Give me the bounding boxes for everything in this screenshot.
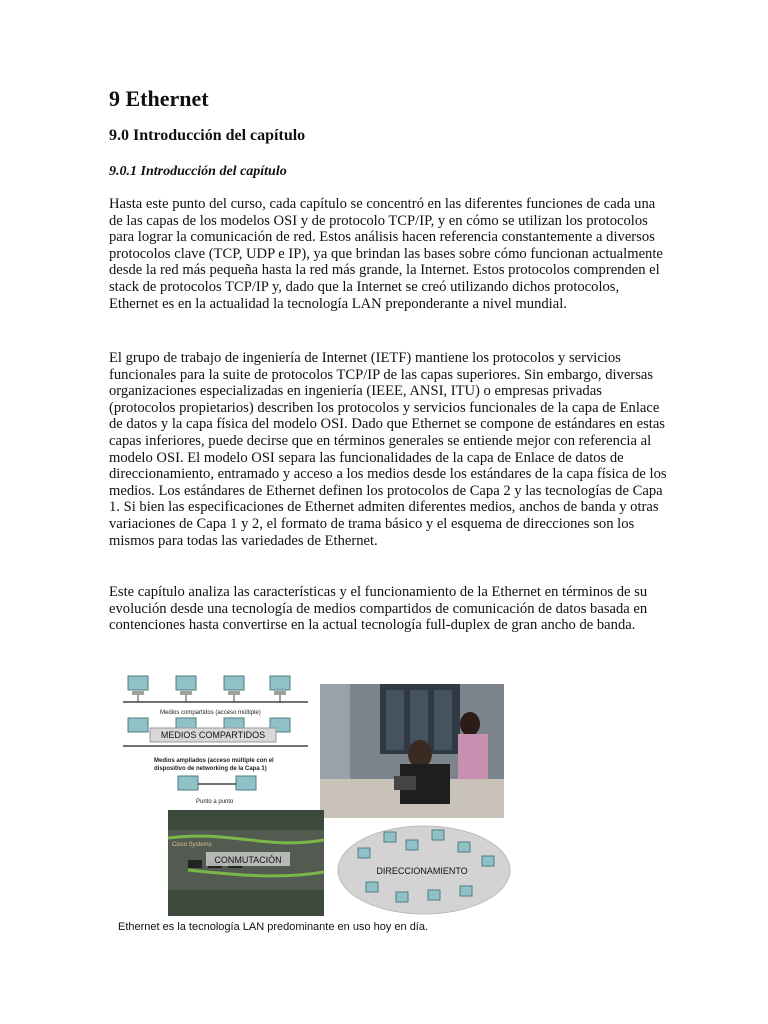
point-to-point-label: Punto a punto [196, 799, 234, 805]
switching-label: CONMUTACIÓN [214, 855, 282, 865]
paragraph-1: Hasta este punto del curso, cada capítulo se concentró en las diferentes funciones de cada una de las capas de los modelos OSI y de protocolo TCP/IP, y en cómo se utilizan los protocolos para lograr la comunicación de red. Estos análisis hacen referencia constantemente a diversos protocolos clave (TCP, UDP e IP), ya que brindan las bases sobre cómo funcionan actualmente desde la red más pequeña hasta la red más grande, la Internet. Estos protocolos comprenden el stack de protocolos TCP/IP y, dado que la Internet se creó utilizando dichos protocolos, Ethernet es en la actualidad la tecnología LAN preponderante a nivel mundial. [109, 196, 663, 312]
pc-icon [460, 886, 472, 896]
pc-icon [224, 676, 244, 695]
pc-icon [384, 832, 396, 842]
pc-icon [176, 676, 196, 695]
subsection-title: 9.0.1 Introducción del capítulo [109, 164, 287, 179]
pc-icon [358, 848, 370, 858]
extended-media-label-1: Medios ampliados (acceso múltiple con el [154, 758, 274, 764]
office-photo [320, 684, 504, 818]
pc-icon [128, 718, 148, 732]
pc-icon [428, 890, 440, 900]
addressing-diagram-svg [336, 818, 512, 918]
pc-icon [458, 842, 470, 852]
addressing-label: DIRECCIONAMIENTO [376, 866, 468, 876]
section-title: 9.0 Introducción del capítulo [109, 127, 306, 144]
pc-icon [236, 776, 256, 790]
figure-caption: Ethernet es la tecnología LAN predominante en uso hoy en día. [118, 921, 429, 933]
topology-diagram [118, 672, 318, 812]
topology-diagram-svg [118, 672, 318, 812]
pc-icon [482, 856, 494, 866]
pc-icon [432, 830, 444, 840]
chapter-title: 9 Ethernet [109, 86, 209, 111]
switch-photo [168, 810, 324, 916]
extended-media-label-2: dispositivo de networking de la Capa 1) [154, 766, 267, 772]
office-photo-svg [320, 684, 504, 818]
shared-media-label: Medios compartidos (acceso múltiple) [160, 710, 261, 716]
pc-icon [406, 840, 418, 850]
switch-photo-svg [168, 810, 324, 916]
pc-icon [366, 882, 378, 892]
person-icon [460, 712, 480, 736]
pc-icon [270, 676, 290, 695]
paragraph-2: El grupo de trabajo de ingeniería de Internet (IETF) mantiene los protocolos y servicios funcionales para la suite de protocolos TCP/IP de las capas superiores. Sin embargo, diversas organizaciones especializadas en ingeniería (IEEE, ANSI, ITU) o empresas privadas (protocolos propietarios) describen los protocolos y servicios funcionales de la capa de Enlace de datos y la capa física del modelo OSI. Dado que Ethernet se compone de estándares en estas capas inferiores, puede decirse que en términos generales se entiende mejor con referencia al modelo OSI. El modelo OSI separa las funcionalidades de la capa de Enlace de datos de direccionamiento, entramado y acceso a los medios desde los estándares de la capa física de los medios. Los estándares de Ethernet definen los protocolos de Capa 2 y las tecnologías de Capa 1. Si bien las especificaciones de Ethernet admiten diferentes medios, anchos de banda y otras variaciones de Capa 1 y 2, el formato de trama básico y el esquema de direcciones son los mismos para todas las variedades de Ethernet. [109, 350, 667, 549]
addressing-diagram [336, 818, 512, 918]
pc-icon [396, 892, 408, 902]
switch-brand: Cisco Systems [172, 842, 212, 848]
person-icon [408, 740, 432, 768]
shared-media-title: MEDIOS COMPARTIDOS [160, 730, 266, 740]
paragraph-3: Este capítulo analiza las características y el funcionamiento de la Ethernet en términos de su evolución desde una tecnología de medios compartidos de comunicación de datos basada en contenciones hasta convertirse en la actual tecnología full-duplex de gran ancho de banda. [109, 584, 648, 634]
pc-icon [178, 776, 198, 790]
pc-icon [128, 676, 148, 695]
